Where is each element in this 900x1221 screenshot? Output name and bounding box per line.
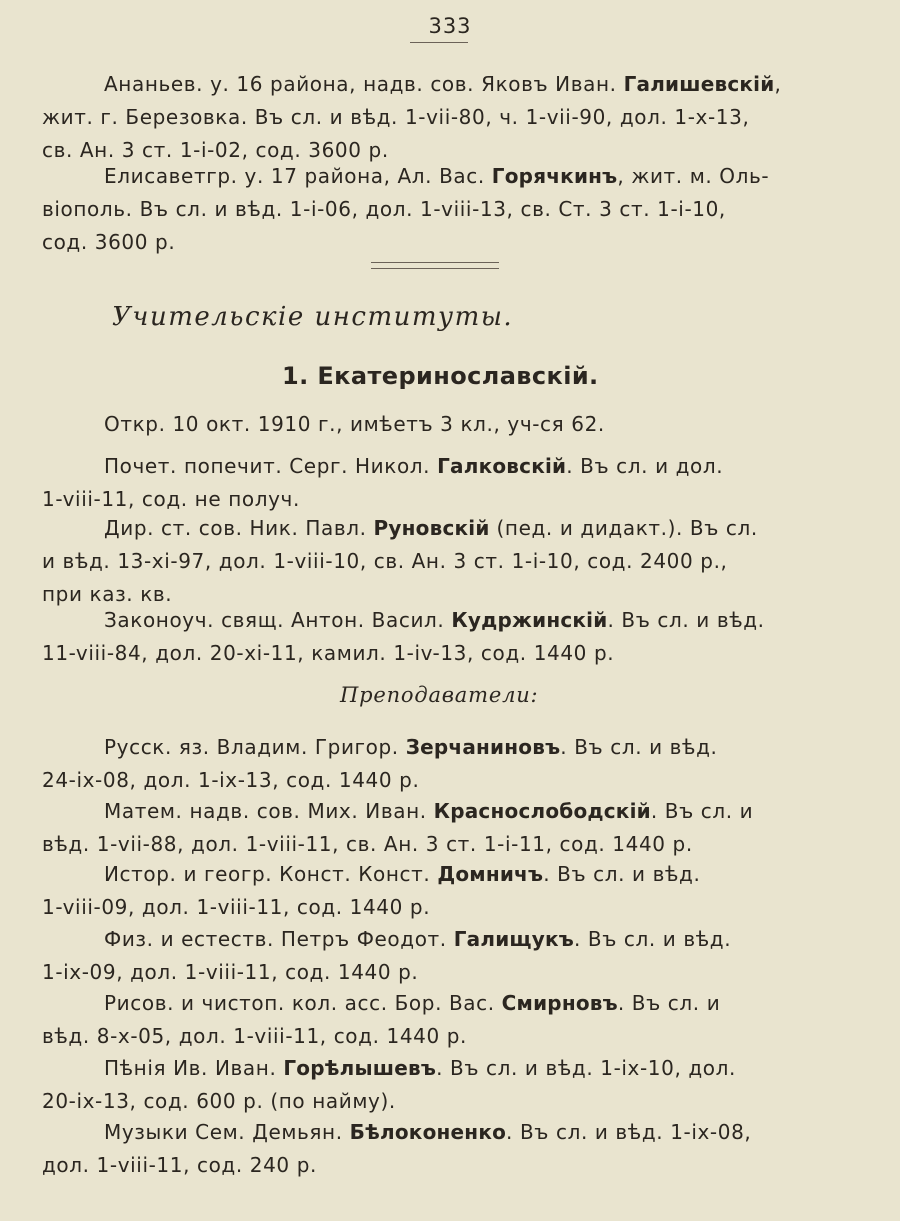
- entry-text: Истор. и геогр. Конст. Конст.: [104, 862, 438, 886]
- entry-text: вѣд. 1-vii-88, дол. 1-viii-11, св. Ан. 3 ст. 1-i-11, сод. 1440 р.: [42, 832, 693, 856]
- person-surname: Смирновъ: [501, 991, 618, 1015]
- section-heading: Учительскіе институты.: [112, 302, 514, 332]
- person-surname: Горѣлышевъ: [283, 1056, 437, 1080]
- entry-text: Матем. надв. сов. Мих. Иван.: [104, 799, 434, 823]
- entry-line: [42, 226, 838, 259]
- entry: [42, 1116, 838, 1182]
- entry-line: [42, 408, 838, 441]
- entry: [42, 858, 838, 924]
- entry-text: Музыки Сем. Демьян.: [104, 1120, 350, 1144]
- entry-text: віополь. Въ сл. и вѣд. 1-i-06, дол. 1-viii-13, св. Ст. 3 ст. 1-i-10,: [42, 197, 726, 221]
- entry-line: [42, 450, 838, 483]
- entry-text: Ананьев. у. 16 района, надв. сов. Яковъ Иван.: [104, 72, 624, 96]
- entry: [42, 1052, 838, 1118]
- entry-text: Русск. яз. Владим. Григор.: [104, 735, 406, 759]
- entry-text: 24-ix-08, дол. 1-ix-13, сод. 1440 р.: [42, 768, 420, 792]
- entry: [42, 731, 838, 797]
- entry-line: [42, 604, 838, 637]
- person-surname: Бѣлоконенко: [349, 1120, 507, 1144]
- entry-text: сод. 3600 р.: [42, 230, 176, 254]
- entry: [42, 604, 838, 670]
- entry-line: [42, 68, 838, 101]
- entry-line: [42, 101, 838, 134]
- entry-text: , жит. м. Оль-: [617, 164, 770, 188]
- entry-text: при каз. кв.: [42, 582, 173, 606]
- entry-line: [42, 795, 838, 828]
- entry-text: . Въ сл. и вѣд.: [573, 927, 732, 951]
- entry-line: [42, 1020, 838, 1053]
- entry-text: . Въ сл. и: [617, 991, 721, 1015]
- entry-text: Елисаветгр. у. 17 района, Ал. Вас.: [104, 164, 492, 188]
- entry: [42, 795, 838, 861]
- person-surname: Галищукъ: [453, 927, 574, 951]
- page-number-underline: [410, 42, 468, 43]
- person-surname: Руновскій: [373, 516, 490, 540]
- person-surname: Галишевскій: [623, 72, 775, 96]
- entry-line: [42, 160, 838, 193]
- entry-text: . Въ сл. и: [650, 799, 754, 823]
- divider-rule: [371, 262, 499, 263]
- entry: [42, 923, 838, 989]
- entry-text: . Въ сл. и вѣд. 1-ix-10, дол.: [436, 1056, 736, 1080]
- entry-text: Почет. попечит. Серг. Никол.: [104, 454, 438, 478]
- entry-text: жит. г. Березовка. Въ сл. и вѣд. 1-vii-80, ч. 1-vii-90, дол. 1-x-13,: [42, 105, 750, 129]
- entry-text: дол. 1-viii-11, сод. 240 р.: [42, 1153, 317, 1177]
- person-surname: Краснослободскій: [433, 799, 651, 823]
- entry-line: [42, 731, 838, 764]
- entry-text: св. Ан. 3 ст. 1-i-02, сод. 3600 р.: [42, 138, 389, 162]
- entry-text: Физ. и естеств. Петръ Феодот.: [104, 927, 454, 951]
- person-surname: Кудржинскій: [451, 608, 608, 632]
- entry-text: Пѣнія Ив. Иван.: [104, 1056, 284, 1080]
- entry-text: вѣд. 8-x-05, дол. 1-viii-11, сод. 1440 р.: [42, 1024, 467, 1048]
- entry-text: 1-viii-11, сод. не получ.: [42, 487, 300, 511]
- entry-text: 20-ix-13, сод. 600 р. (по найму).: [42, 1089, 396, 1113]
- person-surname: Зерчаниновъ: [405, 735, 561, 759]
- divider-rule: [371, 268, 499, 269]
- page-number: 333: [428, 14, 472, 38]
- person-surname: Домничъ: [437, 862, 544, 886]
- entry-line: [42, 987, 838, 1020]
- entry-text: Законоуч. свящ. Антон. Васил.: [104, 608, 452, 632]
- entry-text: Дир. ст. сов. Ник. Павл.: [104, 516, 374, 540]
- entry-text: . Въ сл. и вѣд.: [543, 862, 701, 886]
- entry-text: . Въ сл. и вѣд.: [560, 735, 718, 759]
- entry-text: и вѣд. 13-xi-97, дол. 1-viii-10, св. Ан. 3 ст. 1-i-10, сод. 2400 р.,: [42, 549, 728, 573]
- entry-line: [42, 512, 838, 545]
- entry-line: [42, 545, 838, 578]
- entry-text: Откр. 10 окт. 1910 г., имѣетъ 3 кл., уч-ся 62.: [104, 412, 605, 436]
- entry-line: [42, 1116, 838, 1149]
- entry-text: . Въ сл. и дол.: [566, 454, 724, 478]
- entry-text: Рисов. и чистоп. кол. асс. Бор. Вас.: [104, 991, 502, 1015]
- entry-line: [42, 764, 838, 797]
- entry-line: [42, 956, 838, 989]
- entry-line: [42, 923, 838, 956]
- entry-line: [42, 1052, 838, 1085]
- person-surname: Галковскій: [437, 454, 567, 478]
- entry-line: [42, 1149, 838, 1182]
- entry-text: (пед. и дидакт.). Въ сл.: [489, 516, 758, 540]
- entry-text: . Въ сл. и вѣд.: [607, 608, 765, 632]
- entry-line: [42, 1085, 838, 1118]
- entry: [42, 408, 838, 441]
- entry: [42, 160, 838, 259]
- entry-text: 11-viii-84, дол. 20-xi-11, камил. 1-iv-13, сод. 1440 р.: [42, 641, 615, 665]
- entry-text: 1-viii-09, дол. 1-viii-11, сод. 1440 р.: [42, 895, 431, 919]
- teachers-heading: Преподаватели:: [340, 683, 539, 707]
- institute-heading: 1. Екатеринославскій.: [282, 362, 599, 390]
- entry-line: [42, 637, 838, 670]
- entry-line: [42, 858, 838, 891]
- entry: [42, 987, 838, 1053]
- entry-line: [42, 193, 838, 226]
- person-surname: Горячкинъ: [491, 164, 618, 188]
- entry: [42, 450, 838, 516]
- entry-line: [42, 891, 838, 924]
- entry-line: [42, 828, 838, 861]
- entry-text: 1-ix-09, дол. 1-viii-11, сод. 1440 р.: [42, 960, 419, 984]
- entry-text: . Въ сл. и вѣд. 1-ix-08,: [506, 1120, 752, 1144]
- entry-text: ,: [774, 72, 782, 96]
- entry: [42, 68, 838, 167]
- entry: [42, 512, 838, 611]
